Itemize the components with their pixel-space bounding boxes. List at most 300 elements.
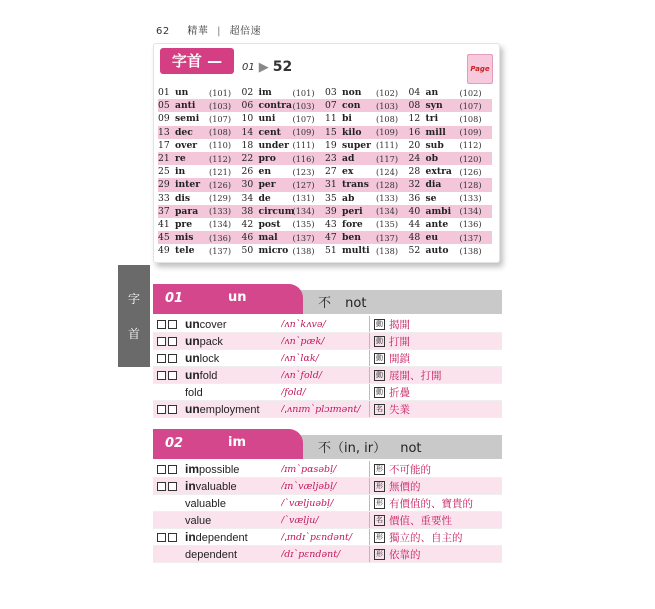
meaning-zh: 不（in, ir）	[318, 441, 387, 456]
word-prefix-part: un	[185, 351, 200, 365]
index-page: (133)	[459, 193, 482, 204]
study-checkbox[interactable]	[168, 371, 177, 380]
index-prefix: an	[425, 87, 439, 99]
column-divider	[369, 401, 370, 417]
vocab-word	[185, 462, 281, 476]
index-entry	[325, 100, 409, 111]
column-divider	[369, 333, 370, 349]
prefix-index-grid	[158, 86, 492, 257]
index-page: (109)	[459, 127, 482, 138]
index-prefix: mal	[258, 232, 278, 244]
index-entry	[242, 219, 326, 230]
index-page: (101)	[209, 87, 232, 98]
index-page: (103)	[292, 100, 315, 111]
index-page: (107)	[292, 113, 315, 124]
side-chapter-tab	[118, 265, 150, 367]
index-number: 26	[241, 166, 254, 178]
index-number: 11	[325, 113, 337, 125]
vocab-word	[185, 351, 281, 365]
definition: 展開、打開	[389, 369, 442, 382]
definition: 依靠的	[389, 548, 421, 561]
index-entry	[409, 219, 493, 230]
index-prefix: bi	[342, 113, 352, 125]
index-prefix: dia	[425, 179, 442, 191]
index-number: 16	[408, 126, 421, 138]
checkbox-group	[153, 354, 185, 363]
index-number: 37	[158, 205, 170, 217]
phonetic: /dɪˋpɛndənt/	[281, 548, 341, 560]
vocab-word	[185, 496, 281, 510]
index-page: (112)	[209, 153, 232, 164]
side-tab-char: 字	[127, 292, 140, 306]
column-divider	[369, 546, 370, 562]
word-row	[153, 495, 502, 512]
index-prefix: sub	[425, 139, 444, 151]
index-number: 44	[408, 218, 421, 230]
prefix-section-im	[153, 429, 502, 563]
word-prefix-part: in	[185, 479, 196, 493]
phonetic: /ʌnˋkʌvə/	[281, 318, 326, 330]
phonetic: /ʌnˋlɑk/	[281, 352, 319, 364]
section-meaning	[318, 437, 422, 456]
range-from: 01	[242, 61, 255, 73]
word-prefix-part: in	[185, 530, 196, 544]
index-prefix: im	[258, 87, 272, 99]
index-prefix: under	[258, 139, 289, 151]
index-prefix: tri	[425, 113, 439, 125]
index-entry	[242, 127, 326, 138]
index-entry	[158, 87, 242, 98]
word-rest-part: fold	[199, 370, 218, 382]
index-number: 33	[158, 192, 170, 204]
index-page: (117)	[376, 153, 399, 164]
index-prefix: inter	[175, 179, 201, 191]
section-header-tab	[153, 429, 303, 459]
index-page: (128)	[459, 179, 482, 190]
index-page: (103)	[209, 100, 232, 111]
index-page: (127)	[292, 179, 315, 190]
section-number: 01	[165, 291, 184, 306]
index-page: (112)	[459, 140, 482, 151]
index-page: (126)	[209, 179, 232, 190]
phonetic: /ɪmˋpɑsəbḷ/	[281, 463, 337, 475]
index-prefix: syn	[425, 100, 443, 112]
study-checkbox[interactable]	[157, 533, 166, 542]
index-entry	[158, 100, 242, 111]
header-divider: |	[217, 26, 221, 37]
card-title: 字首 —	[160, 48, 234, 74]
index-page: (126)	[459, 166, 482, 177]
index-entry	[158, 245, 242, 256]
index-number: 30	[241, 179, 254, 191]
study-checkbox[interactable]	[157, 337, 166, 346]
index-row	[158, 231, 492, 244]
study-checkbox[interactable]	[168, 482, 177, 491]
index-page: (107)	[209, 113, 232, 124]
index-entry	[409, 113, 493, 124]
index-prefix: mis	[175, 232, 194, 244]
vocab-word	[185, 513, 281, 527]
index-number: 12	[408, 113, 421, 125]
index-entry	[242, 245, 326, 256]
index-entry	[409, 100, 493, 111]
study-checkbox[interactable]	[168, 465, 177, 474]
index-entry	[158, 193, 242, 204]
phonetic: /ʌnˋfold/	[281, 369, 322, 381]
word-rest-part: dependent	[195, 532, 248, 544]
index-page: (137)	[209, 245, 232, 256]
index-prefix: ob	[425, 153, 439, 165]
index-page: (108)	[459, 113, 482, 124]
definition: 揭開	[389, 318, 410, 331]
index-prefix: uni	[258, 113, 276, 125]
index-prefix: extra	[425, 166, 452, 178]
index-entry	[158, 166, 242, 177]
index-page: (135)	[376, 219, 399, 230]
index-entry	[325, 193, 409, 204]
index-entry	[158, 113, 242, 124]
index-number: 52	[408, 245, 421, 257]
index-row	[158, 205, 492, 218]
column-divider	[369, 316, 370, 332]
prefix-index-card	[153, 43, 500, 263]
index-number: 38	[241, 205, 254, 217]
index-number: 14	[241, 126, 254, 138]
index-prefix: kilo	[342, 126, 362, 138]
index-row	[158, 99, 492, 112]
index-page: (102)	[376, 87, 399, 98]
column-divider	[369, 529, 370, 545]
index-page: (109)	[292, 127, 315, 138]
index-prefix: per	[258, 179, 276, 191]
study-checkbox[interactable]	[157, 371, 166, 380]
index-number: 21	[158, 153, 170, 165]
index-page: (133)	[209, 206, 232, 217]
word-prefix-part: un	[185, 334, 200, 348]
index-number: 08	[408, 100, 421, 112]
section-number: 02	[165, 436, 184, 451]
part-of-speech: 形	[376, 532, 383, 541]
index-entry	[409, 206, 493, 217]
vocab-word	[185, 547, 281, 561]
index-prefix: trans	[342, 179, 369, 191]
phonetic: /ɪnˋvæljəbḷ/	[281, 480, 337, 492]
index-entry	[409, 140, 493, 151]
book-title: 精華	[187, 26, 209, 37]
word-rest-part: value	[185, 515, 212, 527]
index-entry	[158, 127, 242, 138]
column-divider	[369, 512, 370, 528]
index-entry	[325, 113, 409, 124]
index-prefix: over	[175, 139, 198, 151]
index-prefix: de	[258, 192, 271, 204]
part-of-speech: 形	[376, 464, 383, 473]
phonetic: /ˋvælju/	[281, 514, 319, 526]
index-page: (109)	[376, 127, 399, 138]
word-rest-part: dependent	[185, 549, 237, 561]
index-page: (121)	[209, 166, 232, 177]
index-entry	[325, 127, 409, 138]
index-prefix: pro	[258, 153, 276, 165]
vocab-word	[185, 334, 281, 348]
card-range	[242, 59, 292, 75]
word-row	[153, 512, 502, 529]
word-row	[153, 546, 502, 563]
index-number: 39	[325, 205, 337, 217]
word-prefix-part: un	[185, 368, 200, 382]
definition: 折疊	[389, 386, 410, 399]
phonetic: /ˋvæljuəbḷ/	[281, 497, 334, 509]
word-row	[153, 316, 502, 333]
index-number: 03	[325, 87, 337, 99]
word-rest-part: lock	[199, 353, 220, 365]
part-of-speech: 動	[376, 336, 383, 345]
index-entry	[409, 87, 493, 98]
index-entry	[242, 153, 326, 164]
index-page: (133)	[376, 193, 399, 204]
index-number: 29	[158, 179, 170, 191]
index-entry	[409, 166, 493, 177]
arrow-right-icon: ▶	[258, 59, 269, 75]
section-prefix: im	[228, 435, 247, 450]
index-number: 28	[408, 166, 421, 178]
index-row	[158, 126, 492, 139]
phonetic: /ˌʌnɪmˋplɔɪmənt/	[281, 403, 361, 415]
index-prefix: post	[258, 218, 281, 230]
index-number: 23	[325, 153, 337, 165]
checkbox-group	[153, 465, 185, 474]
index-page: (138)	[459, 245, 482, 256]
side-tab-char: 首	[127, 327, 140, 341]
index-entry	[409, 245, 493, 256]
study-checkbox[interactable]	[168, 533, 177, 542]
section-prefix: un	[228, 290, 247, 305]
index-prefix: ante	[425, 218, 449, 230]
part-of-speech: 動	[376, 353, 383, 362]
study-checkbox[interactable]	[168, 405, 177, 414]
index-entry	[158, 219, 242, 230]
section-header	[153, 429, 502, 459]
index-prefix: pre	[175, 218, 193, 230]
index-number: 20	[408, 139, 421, 151]
index-prefix: mill	[425, 126, 446, 138]
index-page: (134)	[292, 206, 315, 217]
part-of-speech: 動	[376, 387, 383, 396]
index-prefix: ad	[342, 153, 355, 165]
index-entry	[325, 166, 409, 177]
definition: 打開	[389, 335, 410, 348]
checkbox-group	[153, 405, 185, 414]
word-rest-part: possible	[199, 464, 240, 476]
index-number: 02	[241, 87, 254, 99]
index-number: 09	[158, 113, 170, 125]
index-entry	[242, 232, 326, 243]
vocab-word	[185, 368, 281, 382]
index-prefix: non	[342, 87, 362, 99]
index-row	[158, 244, 492, 257]
vocab-word	[185, 479, 281, 493]
study-checkbox[interactable]	[157, 320, 166, 329]
word-row	[153, 401, 502, 418]
index-page: (129)	[209, 193, 232, 204]
checkbox-group	[153, 371, 185, 380]
index-number: 32	[408, 179, 421, 191]
word-row	[153, 529, 502, 546]
index-prefix: circum	[258, 205, 295, 217]
word-rest-part: valuable	[185, 498, 226, 510]
index-number: 41	[158, 218, 170, 230]
index-prefix: anti	[175, 100, 196, 112]
index-prefix: eu	[425, 232, 439, 244]
word-rest-part: cover	[199, 319, 227, 331]
index-entry	[158, 153, 242, 164]
index-prefix: dec	[175, 126, 193, 138]
index-number: 47	[325, 232, 337, 244]
index-page: (101)	[292, 87, 315, 98]
study-checkbox[interactable]	[157, 482, 166, 491]
index-page: (137)	[292, 232, 315, 243]
vocab-word	[185, 530, 281, 544]
checkbox-group	[153, 320, 185, 329]
index-page: (128)	[376, 179, 399, 190]
checkbox-group	[153, 337, 185, 346]
column-divider	[369, 350, 370, 366]
study-checkbox[interactable]	[168, 354, 177, 363]
definition: 失業	[389, 403, 410, 416]
index-row	[158, 112, 492, 125]
index-prefix: peri	[342, 205, 363, 217]
index-number: 43	[325, 218, 337, 230]
index-number: 06	[241, 100, 254, 112]
book-subtitle: 超倍速	[229, 26, 262, 37]
index-entry	[158, 206, 242, 217]
checkbox-group	[153, 533, 185, 542]
index-number: 40	[408, 205, 421, 217]
word-row	[153, 333, 502, 350]
index-entry	[325, 232, 409, 243]
index-page: (120)	[459, 153, 482, 164]
index-entry	[409, 127, 493, 138]
index-row	[158, 152, 492, 165]
index-entry	[325, 245, 409, 256]
part-of-speech: 形	[376, 481, 383, 490]
index-page: (102)	[459, 87, 482, 98]
index-page: (136)	[209, 232, 232, 243]
page-tab: Page	[467, 54, 493, 84]
index-page: (134)	[459, 206, 482, 217]
index-entry	[242, 206, 326, 217]
index-entry	[242, 166, 326, 177]
study-checkbox[interactable]	[157, 465, 166, 474]
study-checkbox[interactable]	[168, 337, 177, 346]
definition: 價值、重要性	[389, 514, 452, 527]
vocab-word	[185, 385, 281, 399]
definition: 獨立的、自主的	[389, 531, 463, 544]
study-checkbox[interactable]	[157, 405, 166, 414]
index-number: 35	[325, 192, 337, 204]
index-prefix: in	[175, 166, 186, 178]
index-prefix: fore	[342, 218, 363, 230]
word-prefix-part: im	[185, 462, 200, 476]
index-number: 04	[408, 87, 421, 99]
index-entry	[409, 153, 493, 164]
section-meaning	[318, 292, 366, 311]
definition: 有價值的、寶貴的	[389, 497, 473, 510]
index-prefix: auto	[425, 245, 449, 257]
index-prefix: se	[425, 192, 437, 204]
index-prefix: super	[342, 139, 371, 151]
column-divider	[369, 495, 370, 511]
phonetic: /ʌnˋpæk/	[281, 335, 325, 347]
vocab-word	[185, 317, 281, 331]
index-prefix: micro	[258, 245, 289, 257]
prefix-section-un	[153, 284, 502, 418]
definition: 無價的	[389, 480, 421, 493]
definition: 不可能的	[389, 463, 431, 476]
index-entry	[409, 193, 493, 204]
index-prefix: cent	[258, 126, 281, 138]
range-to: 52	[272, 59, 293, 75]
study-checkbox[interactable]	[157, 354, 166, 363]
index-number: 07	[325, 100, 337, 112]
index-page: (108)	[376, 113, 399, 124]
index-number: 50	[241, 245, 254, 257]
index-number: 17	[158, 139, 170, 151]
index-number: 36	[408, 192, 421, 204]
index-page: (137)	[459, 232, 482, 243]
index-page: (123)	[292, 166, 315, 177]
index-page: (134)	[376, 206, 399, 217]
word-rest-part: valuable	[195, 481, 237, 493]
index-page: (138)	[376, 245, 399, 256]
word-rest-part: fold	[185, 387, 203, 399]
index-number: 24	[408, 153, 421, 165]
index-entry	[158, 140, 242, 151]
meaning-zh: 不	[318, 296, 332, 311]
column-divider	[369, 367, 370, 383]
study-checkbox[interactable]	[168, 320, 177, 329]
word-row	[153, 461, 502, 478]
index-prefix: tele	[175, 245, 195, 257]
index-number: 01	[158, 87, 170, 99]
section-header	[153, 284, 502, 314]
index-page: (108)	[209, 127, 232, 138]
index-entry	[409, 232, 493, 243]
index-page: (111)	[292, 140, 315, 151]
index-row	[158, 139, 492, 152]
index-number: 27	[325, 166, 337, 178]
index-prefix: contra	[258, 100, 292, 112]
phonetic: /ˌɪndɪˋpɛndənt/	[281, 531, 353, 543]
index-prefix: dis	[175, 192, 191, 204]
index-number: 05	[158, 100, 170, 112]
page-number: 62	[156, 26, 170, 37]
index-entry	[158, 232, 242, 243]
meaning-en: not	[345, 296, 367, 311]
index-page: (138)	[292, 245, 315, 256]
index-page: (103)	[376, 100, 399, 111]
phonetic: /fold/	[281, 386, 306, 398]
column-divider	[369, 461, 370, 477]
word-table	[153, 316, 502, 418]
index-number: 34	[241, 192, 254, 204]
index-prefix: ab	[342, 192, 355, 204]
index-number: 19	[325, 139, 337, 151]
index-entry	[325, 206, 409, 217]
index-entry	[242, 179, 326, 190]
index-row	[158, 192, 492, 205]
index-number: 48	[408, 232, 421, 244]
